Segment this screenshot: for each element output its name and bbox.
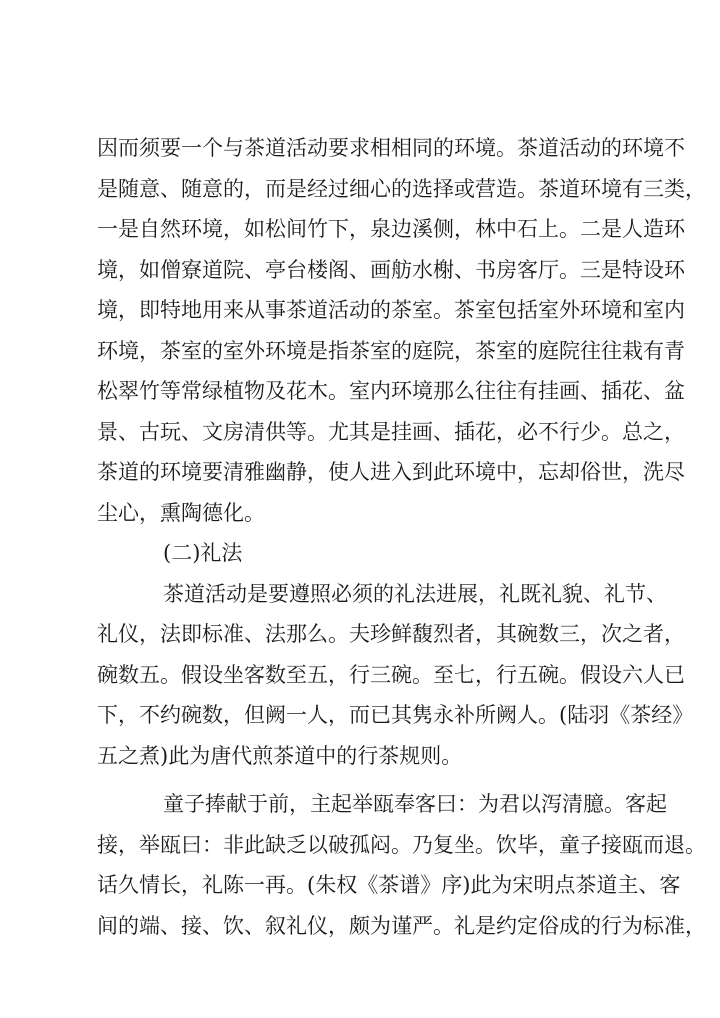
section-heading: (二)礼法 [163,541,243,565]
text-line: 五之煮)此为唐代煎茶道中的行茶规则。 [97,743,463,768]
text-line: 下，不约碗数，但阙一人，而已其隽永补所阙人。(陆羽《茶经》 [97,703,694,727]
text-line: 茶道活动是要遵照必须的礼法进展，礼既礼貌、礼节、 [163,581,667,606]
text-line: 茶道的环境要清雅幽静，使人进入到此环境中，忘却俗世，洗尽 [97,460,685,484]
text-line: 接，举瓯曰：非此缺乏以破孤闷。乃复坐。饮毕，童子接瓯而退。 [97,832,706,857]
text-line: 境，如僧寮道院、亭台楼阁、画舫水榭、书房客厅。三是特设环 [97,257,685,282]
text-line: 一是自然环境，如松间竹下，泉边溪侧，林中石上。二是人造环 [97,217,685,241]
text-line: 是随意、随意的，而是经过细心的选择或营造。茶道环境有三类， [97,176,706,201]
text-line: 礼仪，法即标准、法那么。夫珍鲜馥烈者，其碗数三，次之者， [97,622,685,646]
text-line: 话久情长，礼陈一再。(朱权《茶谱》序)此为宋明点茶道主、客 [97,873,681,897]
text-line: 环境，茶室的室外环境是指茶室的庭院，茶室的庭院往往栽有青 [97,338,685,363]
paragraph-etiquette [97,574,694,777]
paragraph-gap [97,776,637,784]
text-line: 尘心，熏陶德化。 [97,500,265,525]
text-line: 碗数五。假设坐客数至五，行三碗。至七，行五碗。假设六人已 [97,662,685,687]
text-line: 童子捧献于前，主起举瓯奉客曰：为君以泻清臆。客起 [163,792,667,816]
text-line: 景、古玩、文房清供等。尤其是挂画、插花，必不行少。总之， [97,419,685,444]
paragraph-environment [97,128,706,533]
paragraph-ritual [97,784,706,946]
text-line: 因而须要一个与茶道活动要求相相同的环境。茶道活动的环境不 [97,136,685,160]
text-line: 境，即特地用来从事茶道活动的茶室。茶室包括室外环境和室内 [97,298,685,322]
document-body [97,128,706,946]
text-line: 间的端、接、饮、叙礼仪，颇为谨严。礼是约定俗成的行为标准， [97,913,706,938]
text-line: 松翠竹等常绿植物及花木。室内环境那么往往有挂画、插花、盆 [97,379,685,403]
